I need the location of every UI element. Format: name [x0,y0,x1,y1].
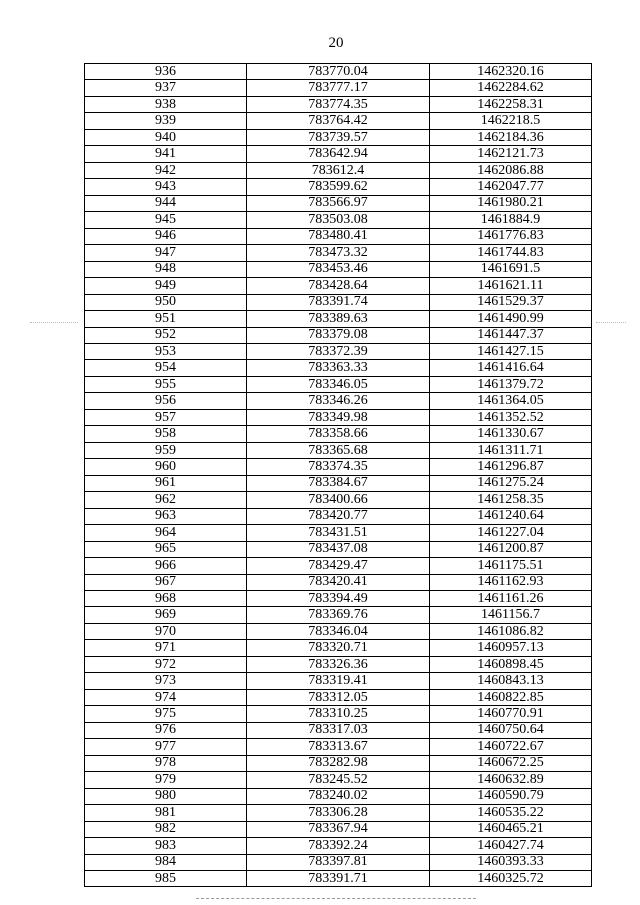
table-row [85,360,592,376]
y-coordinate-cell: 1461691.5 [430,261,592,277]
x-coordinate-cell: 783358.66 [247,426,430,442]
y-coordinate-cell: 1462258.31 [430,96,592,112]
point-number-cell: 960 [85,459,247,475]
y-coordinate-cell: 1461529.37 [430,294,592,310]
x-coordinate-cell: 783503.08 [247,212,430,228]
table-row [85,854,592,870]
point-number-cell: 976 [85,722,247,738]
table-row [85,525,592,541]
x-coordinate-cell: 783346.04 [247,623,430,639]
y-coordinate-cell: 1461227.04 [430,525,592,541]
table-row [85,755,592,771]
y-coordinate-cell: 1461296.87 [430,459,592,475]
x-coordinate-cell: 783394.49 [247,591,430,607]
x-coordinate-cell: 783363.33 [247,360,430,376]
table-row [85,788,592,804]
y-coordinate-cell: 1461884.9 [430,212,592,228]
point-number-cell: 954 [85,360,247,376]
x-coordinate-cell: 783317.03 [247,722,430,738]
y-coordinate-cell: 1461175.51 [430,558,592,574]
point-number-cell: 940 [85,129,247,145]
table-row [85,607,592,623]
point-number-cell: 942 [85,162,247,178]
point-number-cell: 952 [85,327,247,343]
table-row [85,80,592,96]
y-coordinate-cell: 1461275.24 [430,475,592,491]
point-number-cell: 939 [85,113,247,129]
y-coordinate-cell: 1462184.36 [430,129,592,145]
point-number-cell: 969 [85,607,247,623]
x-coordinate-cell: 783391.74 [247,294,430,310]
table-row [85,212,592,228]
y-coordinate-cell: 1460393.33 [430,854,592,870]
y-coordinate-cell: 1460672.25 [430,755,592,771]
table-row [85,278,592,294]
table-row [85,706,592,722]
x-coordinate-cell: 783365.68 [247,442,430,458]
table-row [85,96,592,112]
x-coordinate-cell: 783431.51 [247,525,430,541]
table-row [85,146,592,162]
y-coordinate-cell: 1460325.72 [430,870,592,886]
table-row [85,558,592,574]
y-coordinate-cell: 1462320.16 [430,64,592,80]
point-number-cell: 985 [85,870,247,886]
coordinates-table [84,63,592,887]
table-row [85,574,592,590]
table-row [85,64,592,80]
x-coordinate-cell: 783770.04 [247,64,430,80]
x-coordinate-cell: 783245.52 [247,772,430,788]
x-coordinate-cell: 783777.17 [247,80,430,96]
y-coordinate-cell: 1460427.74 [430,838,592,854]
x-coordinate-cell: 783642.94 [247,146,430,162]
x-coordinate-cell: 783320.71 [247,640,430,656]
coordinates-table-body [85,64,592,887]
x-coordinate-cell: 783764.42 [247,113,430,129]
table-row [85,838,592,854]
table-row [85,442,592,458]
table-row [85,343,592,359]
x-coordinate-cell: 783739.57 [247,129,430,145]
point-number-cell: 974 [85,689,247,705]
x-coordinate-cell: 783326.36 [247,656,430,672]
table-row [85,162,592,178]
x-coordinate-cell: 783429.47 [247,558,430,574]
x-coordinate-cell: 783374.35 [247,459,430,475]
y-coordinate-cell: 1461311.71 [430,442,592,458]
y-coordinate-cell: 1460750.64 [430,722,592,738]
point-number-cell: 941 [85,146,247,162]
point-number-cell: 946 [85,228,247,244]
table-row [85,870,592,886]
x-coordinate-cell: 783346.05 [247,376,430,392]
y-coordinate-cell: 1461379.72 [430,376,592,392]
y-coordinate-cell: 1460957.13 [430,640,592,656]
table-row [85,311,592,327]
y-coordinate-cell: 1462121.73 [430,146,592,162]
point-number-cell: 948 [85,261,247,277]
x-coordinate-cell: 783392.24 [247,838,430,854]
y-coordinate-cell: 1460632.89 [430,772,592,788]
y-coordinate-cell: 1461776.83 [430,228,592,244]
point-number-cell: 979 [85,772,247,788]
x-coordinate-cell: 783391.71 [247,870,430,886]
y-coordinate-cell: 1461447.37 [430,327,592,343]
point-number-cell: 947 [85,245,247,261]
table-row [85,541,592,557]
y-coordinate-cell: 1461427.15 [430,343,592,359]
y-coordinate-cell: 1460822.85 [430,689,592,705]
y-coordinate-cell: 1461240.64 [430,508,592,524]
table-row [85,179,592,195]
point-number-cell: 961 [85,475,247,491]
y-coordinate-cell: 1460465.21 [430,821,592,837]
table-row [85,591,592,607]
point-number-cell: 966 [85,558,247,574]
x-coordinate-cell: 783420.77 [247,508,430,524]
point-number-cell: 949 [85,278,247,294]
point-number-cell: 937 [85,80,247,96]
point-number-cell: 967 [85,574,247,590]
point-number-cell: 955 [85,376,247,392]
y-coordinate-cell: 1461086.82 [430,623,592,639]
table-row [85,459,592,475]
x-coordinate-cell: 783453.46 [247,261,430,277]
y-coordinate-cell: 1462047.77 [430,179,592,195]
table-row [85,805,592,821]
x-coordinate-cell: 783420.41 [247,574,430,590]
point-number-cell: 970 [85,623,247,639]
table-row [85,508,592,524]
y-coordinate-cell: 1460843.13 [430,673,592,689]
y-coordinate-cell: 1461980.21 [430,195,592,211]
point-number-cell: 964 [85,525,247,541]
point-number-cell: 944 [85,195,247,211]
table-row [85,129,592,145]
x-coordinate-cell: 783566.97 [247,195,430,211]
scan-artifact-right [596,322,626,323]
x-coordinate-cell: 783397.81 [247,854,430,870]
point-number-cell: 965 [85,541,247,557]
x-coordinate-cell: 783612.4 [247,162,430,178]
x-coordinate-cell: 783346.26 [247,393,430,409]
y-coordinate-cell: 1461364.05 [430,393,592,409]
x-coordinate-cell: 783400.66 [247,492,430,508]
table-row [85,772,592,788]
x-coordinate-cell: 783389.63 [247,311,430,327]
table-row [85,739,592,755]
y-coordinate-cell: 1461490.99 [430,311,592,327]
x-coordinate-cell: 783437.08 [247,541,430,557]
table-row [85,261,592,277]
x-coordinate-cell: 783319.41 [247,673,430,689]
table-row [85,475,592,491]
x-coordinate-cell: 783428.64 [247,278,430,294]
y-coordinate-cell: 1461744.83 [430,245,592,261]
page-number: 20 [328,35,344,51]
y-coordinate-cell: 1461258.35 [430,492,592,508]
table-row [85,327,592,343]
x-coordinate-cell: 783480.41 [247,228,430,244]
x-coordinate-cell: 783367.94 [247,821,430,837]
point-number-cell: 978 [85,755,247,771]
y-coordinate-cell: 1461162.93 [430,574,592,590]
y-coordinate-cell: 1462284.62 [430,80,592,96]
point-number-cell: 973 [85,673,247,689]
x-coordinate-cell: 783372.39 [247,343,430,359]
y-coordinate-cell: 1460722.67 [430,739,592,755]
table-row [85,623,592,639]
y-coordinate-cell: 1460590.79 [430,788,592,804]
y-coordinate-cell: 1462086.88 [430,162,592,178]
point-number-cell: 984 [85,854,247,870]
y-coordinate-cell: 1461161.26 [430,591,592,607]
y-coordinate-cell: 1461200.87 [430,541,592,557]
x-coordinate-cell: 783774.35 [247,96,430,112]
table-row [85,722,592,738]
point-number-cell: 959 [85,442,247,458]
x-coordinate-cell: 783599.62 [247,179,430,195]
y-coordinate-cell: 1461156.7 [430,607,592,623]
x-coordinate-cell: 783306.28 [247,805,430,821]
x-coordinate-cell: 783369.76 [247,607,430,623]
x-coordinate-cell: 783379.08 [247,327,430,343]
table-row [85,376,592,392]
y-coordinate-cell: 1460535.22 [430,805,592,821]
x-coordinate-cell: 783473.32 [247,245,430,261]
x-coordinate-cell: 783310.25 [247,706,430,722]
x-coordinate-cell: 783282.98 [247,755,430,771]
point-number-cell: 943 [85,179,247,195]
point-number-cell: 956 [85,393,247,409]
x-coordinate-cell: 783384.67 [247,475,430,491]
point-number-cell: 951 [85,311,247,327]
point-number-cell: 963 [85,508,247,524]
table-row [85,245,592,261]
point-number-cell: 945 [85,212,247,228]
table-row [85,656,592,672]
y-coordinate-cell: 1461352.52 [430,409,592,425]
table-row [85,113,592,129]
point-number-cell: 971 [85,640,247,656]
point-number-cell: 938 [85,96,247,112]
point-number-cell: 972 [85,656,247,672]
table-row [85,492,592,508]
y-coordinate-cell: 1461330.67 [430,426,592,442]
table-row [85,640,592,656]
y-coordinate-cell: 1462218.5 [430,113,592,129]
point-number-cell: 962 [85,492,247,508]
y-coordinate-cell: 1460898.45 [430,656,592,672]
table-row [85,673,592,689]
x-coordinate-cell: 783240.02 [247,788,430,804]
table-row [85,393,592,409]
scan-artifact-left [30,322,78,323]
point-number-cell: 950 [85,294,247,310]
point-number-cell: 982 [85,821,247,837]
point-number-cell: 968 [85,591,247,607]
table-row [85,426,592,442]
point-number-cell: 983 [85,838,247,854]
point-number-cell: 980 [85,788,247,804]
y-coordinate-cell: 1460770.91 [430,706,592,722]
point-number-cell: 981 [85,805,247,821]
point-number-cell: 977 [85,739,247,755]
y-coordinate-cell: 1461416.64 [430,360,592,376]
y-coordinate-cell: 1461621.11 [430,278,592,294]
x-coordinate-cell: 783349.98 [247,409,430,425]
table-row [85,228,592,244]
point-number-cell: 936 [85,64,247,80]
point-number-cell: 953 [85,343,247,359]
table-row [85,294,592,310]
table-row [85,689,592,705]
point-number-cell: 957 [85,409,247,425]
table-row [85,409,592,425]
point-number-cell: 975 [85,706,247,722]
x-coordinate-cell: 783312.05 [247,689,430,705]
point-number-cell: 958 [85,426,247,442]
x-coordinate-cell: 783313.67 [247,739,430,755]
footer-rule [196,898,476,899]
table-row [85,821,592,837]
table-row [85,195,592,211]
